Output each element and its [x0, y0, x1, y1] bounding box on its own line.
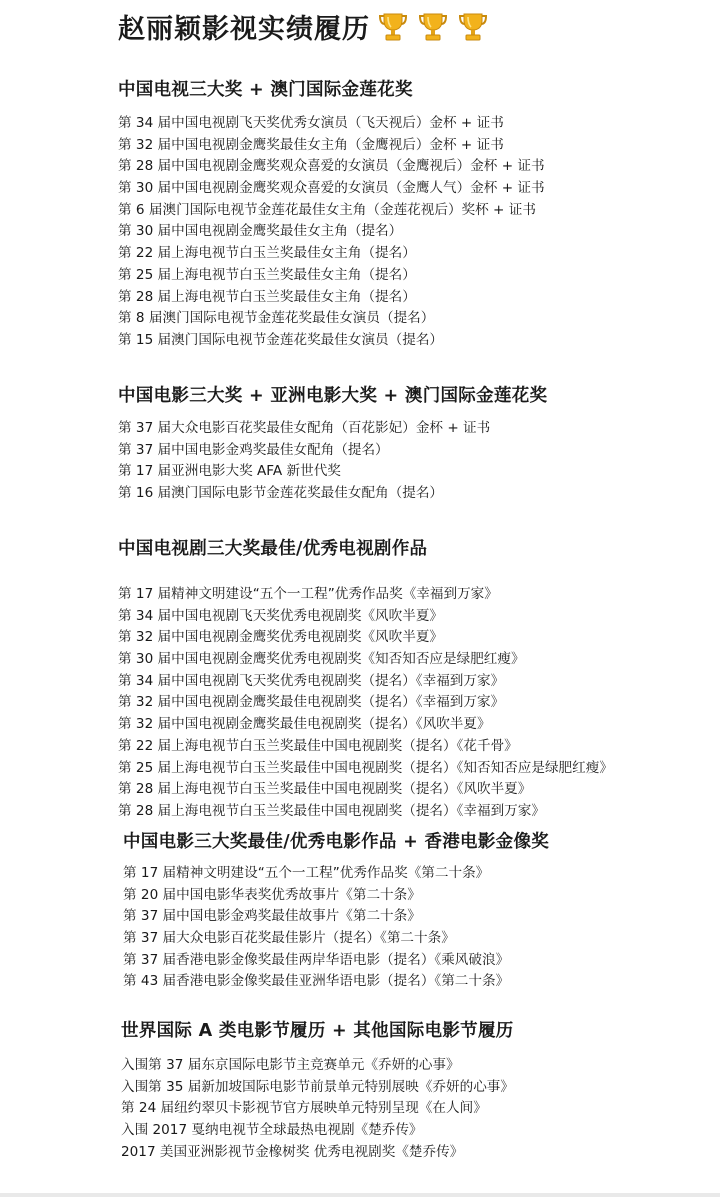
- trophy-icon: [376, 9, 410, 43]
- list-item: 第 28 届中国电视剧金鹰奖观众喜爱的女演员（金鹰视后）金杯 + 证书: [118, 158, 545, 175]
- list-item: 第 17 届精神文明建设“五个一工程”优秀作品奖《幸福到万家》: [118, 586, 498, 602]
- list-item: 第 32 届中国电视剧金鹰奖最佳电视剧奖（提名）《幸福到万家》: [118, 694, 505, 711]
- list-item: 第 32 届中国电视剧金鹰奖优秀电视剧奖《风吹半夏》: [118, 629, 444, 646]
- list-item: 入围第 35 届新加坡国际电影节前景单元特别展映《乔妍的心事》: [121, 1078, 514, 1095]
- trophy-icon: [416, 9, 450, 43]
- list-item: 第 28 届上海电视节白玉兰奖最佳中国电视剧奖（提名）《风吹半夏》: [118, 781, 532, 798]
- list-item: 第 6 届澳门国际电视节金莲花最佳女主角（金莲花视后）奖杯 + 证书: [118, 201, 536, 218]
- list-item: 第 32 届中国电视剧金鹰奖最佳女主角（金鹰视后）金杯 + 证书: [118, 136, 504, 153]
- list-item: 第 43 届香港电影金像奖最佳亚洲华语电影（提名）《第二十条》: [123, 973, 510, 990]
- list-item: 第 37 届大众电影百花奖最佳影片（提名）《第二十条》: [123, 930, 455, 947]
- section-film-works: [123, 829, 549, 993]
- list-item: 第 8 届澳门国际电视节金莲花奖最佳女演员（提名）: [118, 310, 435, 327]
- list-item: 第 15 届澳门国际电视节金莲花奖最佳女演员（提名）: [118, 331, 444, 348]
- section-tv-awards: [118, 77, 545, 352]
- award-list: [118, 113, 545, 352]
- list-item: 2017 美国亚洲影视节金橡树奖 优秀电视剧奖《楚乔传》: [121, 1143, 464, 1160]
- list-item: 第 37 届中国电影金鸡奖最佳女配角（提名）: [118, 441, 389, 458]
- list-item: 第 30 届中国电视剧金鹰奖观众喜爱的女演员（金鹰人气）金杯 + 证书: [118, 180, 545, 197]
- trophy-icons: [376, 9, 490, 43]
- trophy-icon: [456, 9, 490, 43]
- list-item: 第 28 届上海电视节白玉兰奖最佳中国电视剧奖（提名）《幸福到万家》: [118, 802, 545, 819]
- section-heading: 中国电视剧三大奖最佳/优秀电视剧作品: [118, 539, 428, 559]
- bottom-divider: [0, 1193, 720, 1197]
- list-item: 第 24 届纽约翠贝卡影视节官方展映单元特别呈现《在人间》: [121, 1100, 487, 1117]
- list-item: 入围第 37 届东京国际电影节主竞赛单元《乔妍的心事》: [121, 1057, 460, 1073]
- award-list: [123, 863, 549, 993]
- list-item: 第 22 届上海电视节白玉兰奖最佳女主角（提名）: [118, 245, 416, 262]
- section-heading: 世界国际 A 类电影节履历 + 其他国际电影节履历: [121, 1021, 514, 1041]
- page-title: [118, 6, 490, 46]
- section-international-festivals: [121, 1018, 514, 1163]
- section-heading: 中国电影三大奖 + 亚洲电影大奖 + 澳门国际金莲花奖: [118, 386, 548, 406]
- title-text: 赵丽颖影视实绩履历: [118, 13, 370, 45]
- list-item: 第 30 届中国电视剧金鹰奖最佳女主角（提名）: [118, 223, 403, 240]
- list-item: 第 25 届上海电视节白玉兰奖最佳中国电视剧奖（提名）《知否知否应是绿肥红瘦》: [118, 759, 613, 776]
- list-item: 第 34 届中国电视剧飞天奖优秀电视剧奖《风吹半夏》: [118, 607, 444, 624]
- award-list: [118, 418, 547, 505]
- list-item: 第 34 届中国电视剧飞天奖优秀电视剧奖（提名）《幸福到万家》: [118, 672, 505, 689]
- section-heading: 中国电影三大奖最佳/优秀电影作品 + 香港电影金像奖: [123, 832, 550, 852]
- award-list: [121, 1055, 514, 1163]
- list-item: 入围 2017 戛纳电视节全球最热电视剧《楚乔传》: [121, 1122, 423, 1139]
- list-item: 第 17 届亚洲电影大奖 AFA 新世代奖: [118, 463, 341, 480]
- list-item: 第 37 届中国电影金鸡奖最佳故事片《第二十条》: [123, 908, 421, 925]
- list-item: 第 25 届上海电视节白玉兰奖最佳女主角（提名）: [118, 266, 416, 283]
- list-item: 第 30 届中国电视剧金鹰奖优秀电视剧奖《知否知否应是绿肥红瘦》: [118, 651, 525, 668]
- list-item: 第 37 届大众电影百花奖最佳女配角（百花影妃）金杯 + 证书: [118, 420, 491, 436]
- list-item: 第 17 届精神文明建设“五个一工程”优秀作品奖《第二十条》: [123, 865, 490, 881]
- section-tv-series-works: [118, 536, 613, 823]
- list-item: 第 22 届上海电视节白玉兰奖最佳中国电视剧奖（提名）《花千骨》: [118, 737, 518, 754]
- list-item: 第 20 届中国电影华表奖优秀故事片《第二十条》: [123, 886, 421, 903]
- list-item: 第 37 届香港电影金像奖最佳两岸华语电影（提名）《乘风破浪》: [123, 951, 510, 968]
- list-item: 第 32 届中国电视剧金鹰奖最佳电视剧奖（提名）《风吹半夏》: [118, 716, 491, 733]
- list-item: 第 16 届澳门国际电影节金莲花奖最佳女配角（提名）: [118, 485, 444, 502]
- award-list: [118, 584, 613, 823]
- section-film-awards: [118, 383, 547, 505]
- list-item: 第 34 届中国电视剧飞天奖优秀女演员（飞天视后）金杯 + 证书: [118, 115, 504, 131]
- section-heading: 中国电视三大奖 + 澳门国际金莲花奖: [118, 80, 413, 100]
- list-item: 第 28 届上海电视节白玉兰奖最佳女主角（提名）: [118, 288, 416, 305]
